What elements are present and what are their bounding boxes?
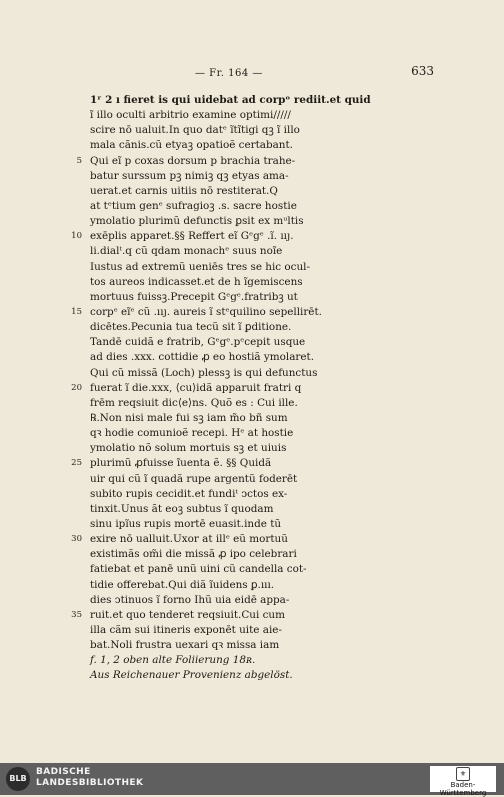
- line-text: dicētes.Pecunia tua tecũ sit ĩ ꝑditione.: [90, 321, 292, 334]
- line-text: ruit.et quo tenderet reqsiuit.Cui cum: [90, 608, 285, 621]
- line-text: tos aureos indicasset.et de h ĩgemiscens: [90, 275, 303, 288]
- line-text: corpᵉ eĩᵉ cũ .ııȷ. aureis ĩ stᵉquilino sepellirēt.: [90, 305, 322, 318]
- library-name-line1: BADISCHE: [36, 767, 91, 777]
- partner-name: Baden-Württemberg: [439, 781, 487, 797]
- library-name: [36, 767, 143, 789]
- text-line: [56, 487, 386, 502]
- line-text: Qui cũ missã (Loch) plessꝫ is qui defunctus: [90, 366, 318, 379]
- page-number: 633: [411, 64, 434, 78]
- text-line: [56, 244, 386, 259]
- text-line: [56, 366, 386, 381]
- line-text: tinxit.Unus ãt eoꝫ subtus ĩ quodam: [90, 502, 274, 515]
- note-text: f. 1, 2 oben alte Foliierung 18ʀ.: [90, 654, 256, 667]
- line-number: 35: [71, 609, 82, 620]
- line-text: batur surssum pꝫ nimiꝫ qꝫ etyas ama-: [90, 169, 289, 182]
- line-text: plurimũ ꝓfuisse ĩuenta ẽ. §§ Quidã: [90, 457, 272, 470]
- blb-logo-icon: BLB: [6, 767, 30, 791]
- line-text: Qui eĩ p coxas dorsum p brachia trahe-: [90, 154, 296, 167]
- line-text: li.dialᵗ.q cũ qdam monachᵉ suus noĩe: [90, 245, 283, 258]
- library-footer-bar: [0, 763, 504, 795]
- text-line: [56, 275, 386, 290]
- line-text: exēplis apparet.§§ Reffert eĩ Gᵉgᵉ .ĩ. ııȷ.: [90, 230, 294, 243]
- text-line: [56, 562, 386, 577]
- line-text: exire nō ualluit.Uxor at illᵉ eũ mortuũ: [90, 533, 288, 546]
- text-line: [56, 305, 386, 320]
- line-text: subito rupis cecidit.et fundiᵗ ↄctos ex-: [90, 487, 288, 500]
- text-line: [56, 260, 386, 275]
- text-line: [56, 123, 386, 138]
- text-line: [56, 441, 386, 456]
- line-text: uir qui cũ ĩ quadã rupe argentũ foderēt: [90, 472, 298, 485]
- line-text: fuerat ĩ die.xxx, ⟨cu⟩idã apparuit fratri q: [90, 381, 302, 394]
- line-text: fatiebat et panē unũ uini cũ candella cot-: [90, 563, 307, 576]
- text-line: [56, 456, 386, 471]
- text-line: [56, 214, 386, 229]
- line-text: at tᵉtium genᵉ sufragioꝫ .s. sacre hostie: [90, 199, 297, 212]
- text-line: [56, 381, 386, 396]
- text-line: [56, 472, 386, 487]
- line-text: sinu ipĩus rupis mortē euasit.inde tũ: [90, 517, 282, 530]
- line-text: ℞.Non nisi male fui sꝫ iam m̃o bñ sum: [90, 411, 288, 424]
- text-line: [56, 93, 386, 108]
- line-text: tidie offerebat.Qui diã ĩuidens ꝑ.ııı.: [90, 578, 275, 591]
- text-line: [56, 593, 386, 608]
- text-line: [56, 623, 386, 638]
- text-line: [56, 502, 386, 517]
- line-text: illa cãm sui itineris exponēt uite aie-: [90, 623, 282, 636]
- coat-of-arms-icon: ⚜: [456, 767, 470, 781]
- text-line: [56, 108, 386, 123]
- text-line: [56, 229, 386, 244]
- text-line: [56, 169, 386, 184]
- line-text: ĩ illo oculti arbitrio examine optimi/////: [90, 109, 291, 122]
- line-text: dies ↄtinuos ĩ forno Ihũ uia eidē appa-: [90, 593, 290, 606]
- partner-logo: [430, 766, 496, 797]
- text-line: [56, 517, 386, 532]
- line-text: 1ʳ 2 ı fieret is qui uidebat ad corpᵒ rediit.et quid: [90, 94, 371, 106]
- line-text: uerat.et carnis uitiis nō restiterat.Q: [90, 184, 278, 197]
- text-line: [56, 350, 386, 365]
- transcription-text: [56, 93, 386, 683]
- text-line: [56, 547, 386, 562]
- note-text: Aus Reichenauer Provenienz abgelöst.: [90, 669, 293, 682]
- line-number: 15: [71, 306, 82, 317]
- line-text: ymolatio nõ solum mortuis sꝫ et uiuis: [90, 442, 287, 455]
- line-text: scire nō ualuit.In quo datᵉ ĩtĩtigi qꝫ ĩ illo: [90, 124, 300, 137]
- line-text: existimãs om̃i die missã ꝓ ipo celebrari: [90, 548, 297, 561]
- line-number: 20: [71, 382, 82, 393]
- text-line: [56, 426, 386, 441]
- editorial-note: [56, 668, 386, 683]
- line-text: ad dies .xxx. cottidie ꝓ eo hostiã ymolaret.: [90, 351, 314, 364]
- text-line: [56, 199, 386, 214]
- line-number: 5: [76, 155, 82, 166]
- line-text: frēm reqsiuit dic⟨e⟩ns. Quõ es : Cui ille.: [90, 396, 298, 409]
- line-text: bat.Noli frustra uexari qꝛ missa iam: [90, 639, 280, 652]
- line-text: Iustus ad extremũ ueniēs tres se hic ocul-: [90, 260, 311, 273]
- line-text: Tandē cuidã e fratrib, Gᵉgᵉ.pᵉcepit usque: [90, 336, 306, 349]
- text-line: [56, 320, 386, 335]
- text-line: [56, 184, 386, 199]
- text-line: [56, 138, 386, 153]
- text-line: [56, 396, 386, 411]
- library-name-line2: LANDESBIBLIOTHEK: [36, 778, 144, 788]
- text-line: [56, 578, 386, 593]
- line-number: 25: [71, 458, 82, 469]
- text-line: [56, 290, 386, 305]
- line-text: mortuus fuissꝫ.Precepit Gᵉgᵉ.fratribꝫ ut: [90, 290, 298, 303]
- line-text: mala cãnis.cũ etyaꝫ opatioẽ certabant.: [90, 139, 293, 152]
- line-number: 10: [71, 231, 82, 242]
- running-head: — Fr. 164 —: [195, 68, 263, 79]
- editorial-note: [56, 653, 386, 668]
- text-line: [56, 608, 386, 623]
- text-line: [56, 638, 386, 653]
- text-line: [56, 411, 386, 426]
- text-line: [56, 154, 386, 169]
- line-number: 30: [71, 534, 82, 545]
- text-line: [56, 532, 386, 547]
- line-text: ymolatio plurimũ defunctis ꝑsit ex mᵘltis: [90, 215, 304, 228]
- line-text: qꝛ hodie comunioẽ recepi. Hᵉ at hostie: [90, 427, 294, 440]
- text-line: [56, 335, 386, 350]
